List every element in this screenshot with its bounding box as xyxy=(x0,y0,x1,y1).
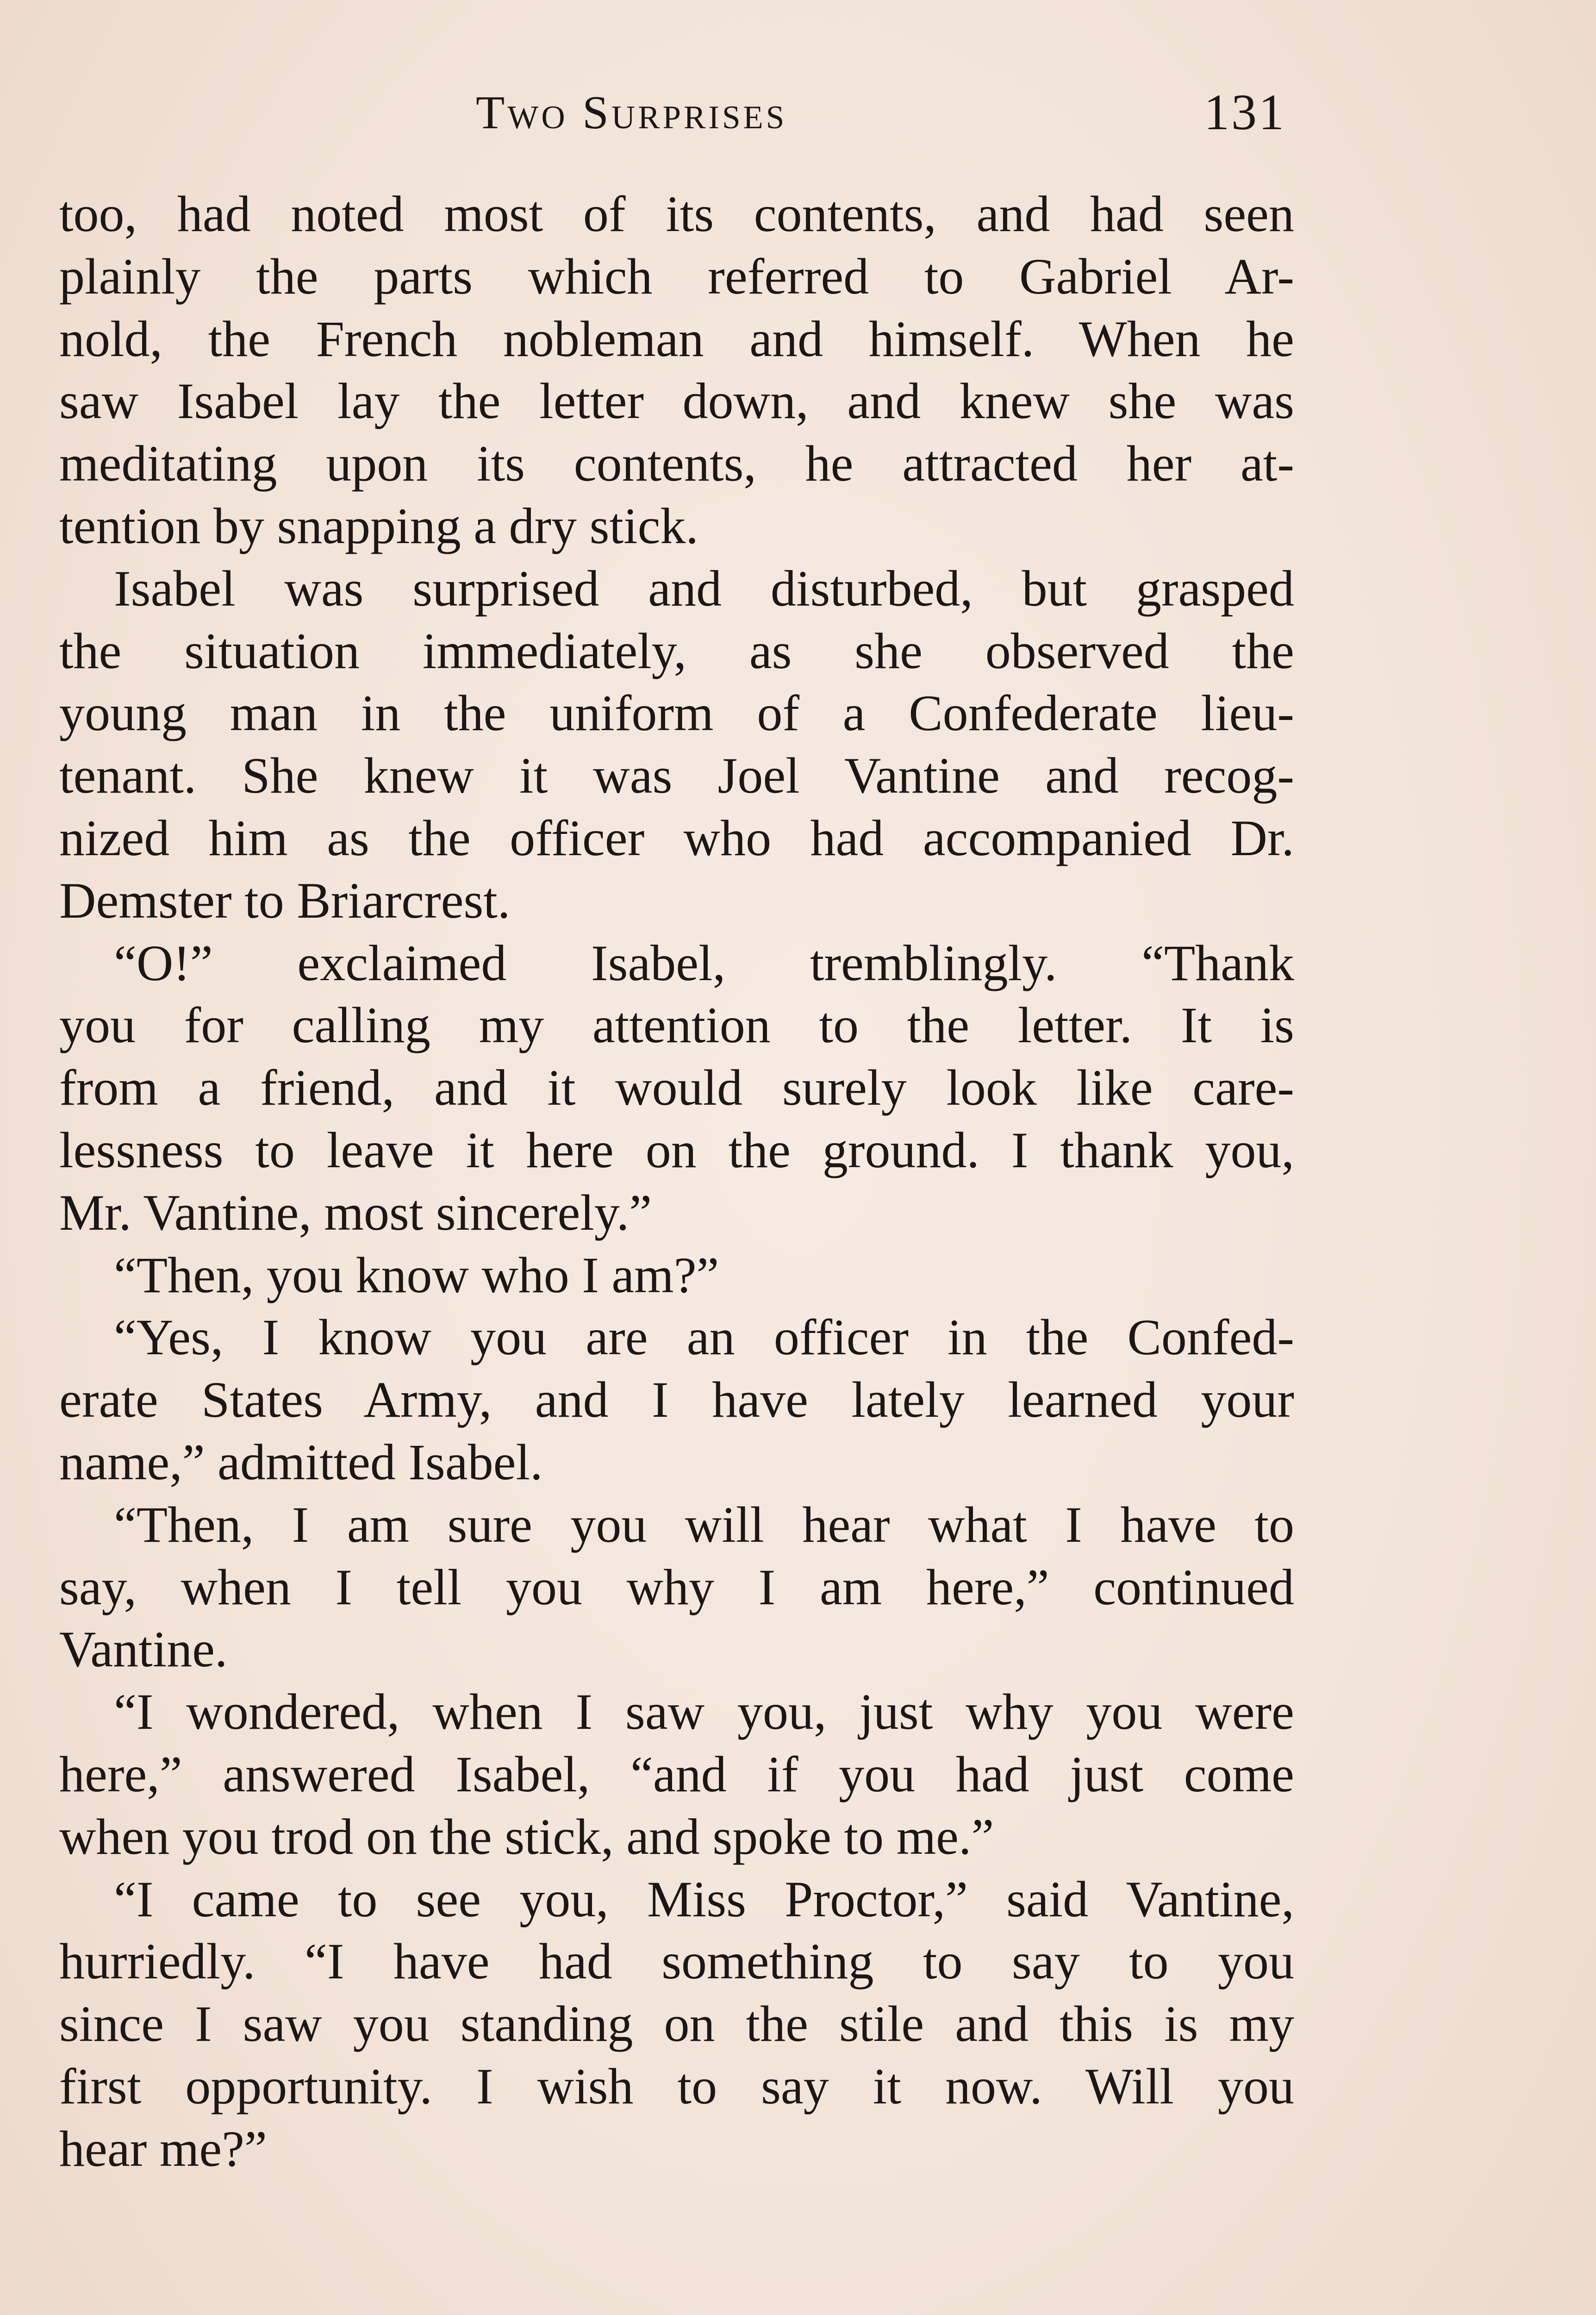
text-line: Isabel was surprised and disturbed, but grasped xyxy=(114,560,1294,617)
body-text xyxy=(59,183,1294,2180)
text-line: “Yes, I know you are an officer in the Confed- xyxy=(114,1309,1294,1366)
text-line: say, when I tell you why I am here,” continued xyxy=(59,1558,1294,1615)
text-line: from a friend, and it would surely look like care- xyxy=(59,1059,1294,1116)
text-line: too, had noted most of its contents, and had seen xyxy=(59,186,1294,242)
text-line: the situation immediately, as she observed the xyxy=(59,622,1294,679)
page-header xyxy=(59,81,1286,146)
text-line: nold, the French nobleman and himself. When he xyxy=(59,310,1294,367)
text-line: hurriedly. “I have had something to say to you xyxy=(59,1933,1294,1990)
text-line: meditating upon its contents, he attracted her at- xyxy=(59,435,1294,492)
text-line: hear me?” xyxy=(59,2120,267,2177)
text-line: “Then, I am sure you will hear what I have to xyxy=(114,1496,1294,1553)
text-line: “O!” exclaimed Isabel, tremblingly. “Thank xyxy=(114,934,1294,991)
text-line: Vantine. xyxy=(59,1621,228,1678)
text-line: Mr. Vantine, most sincerely.” xyxy=(59,1184,652,1241)
text-line: first opportunity. I wish to say it now. Will you xyxy=(59,2058,1294,2115)
text-line: nized him as the officer who had accompanied Dr. xyxy=(59,809,1294,866)
running-head: Two Surprises xyxy=(476,87,787,139)
text-line: erate States Army, and I have lately learned your xyxy=(59,1371,1294,1428)
text-line: lessness to leave it here on the ground. I thank you, xyxy=(59,1121,1294,1178)
text-line: “I came to see you, Miss Proctor,” said Vantine, xyxy=(114,1871,1294,1927)
text-line: “I wondered, when I saw you, just why you were xyxy=(114,1683,1294,1740)
text-line: tenant. She knew it was Joel Vantine and recog- xyxy=(59,747,1294,804)
text-line: Demster to Briarcrest. xyxy=(59,872,511,929)
text-line: tention by snapping a dry stick. xyxy=(59,497,698,554)
text-line: when you trod on the stick, and spoke to me.” xyxy=(59,1808,994,1865)
text-line: plainly the parts which referred to Gabriel Ar- xyxy=(59,248,1294,305)
text-line: since I saw you standing on the stile and this is my xyxy=(59,1996,1294,2052)
text-line: here,” answered Isabel, “and if you had just come xyxy=(59,1746,1294,1802)
text-line: you for calling my attention to the letter. It is xyxy=(59,997,1294,1054)
text-line: young man in the uniform of a Confederate lieu- xyxy=(59,685,1294,742)
text-line: saw Isabel lay the letter down, and knew she was xyxy=(59,373,1294,430)
page-number: 131 xyxy=(1204,84,1286,140)
text-line: “Then, you know who I am?” xyxy=(114,1246,719,1303)
text-line: name,” admitted Isabel. xyxy=(59,1433,543,1490)
